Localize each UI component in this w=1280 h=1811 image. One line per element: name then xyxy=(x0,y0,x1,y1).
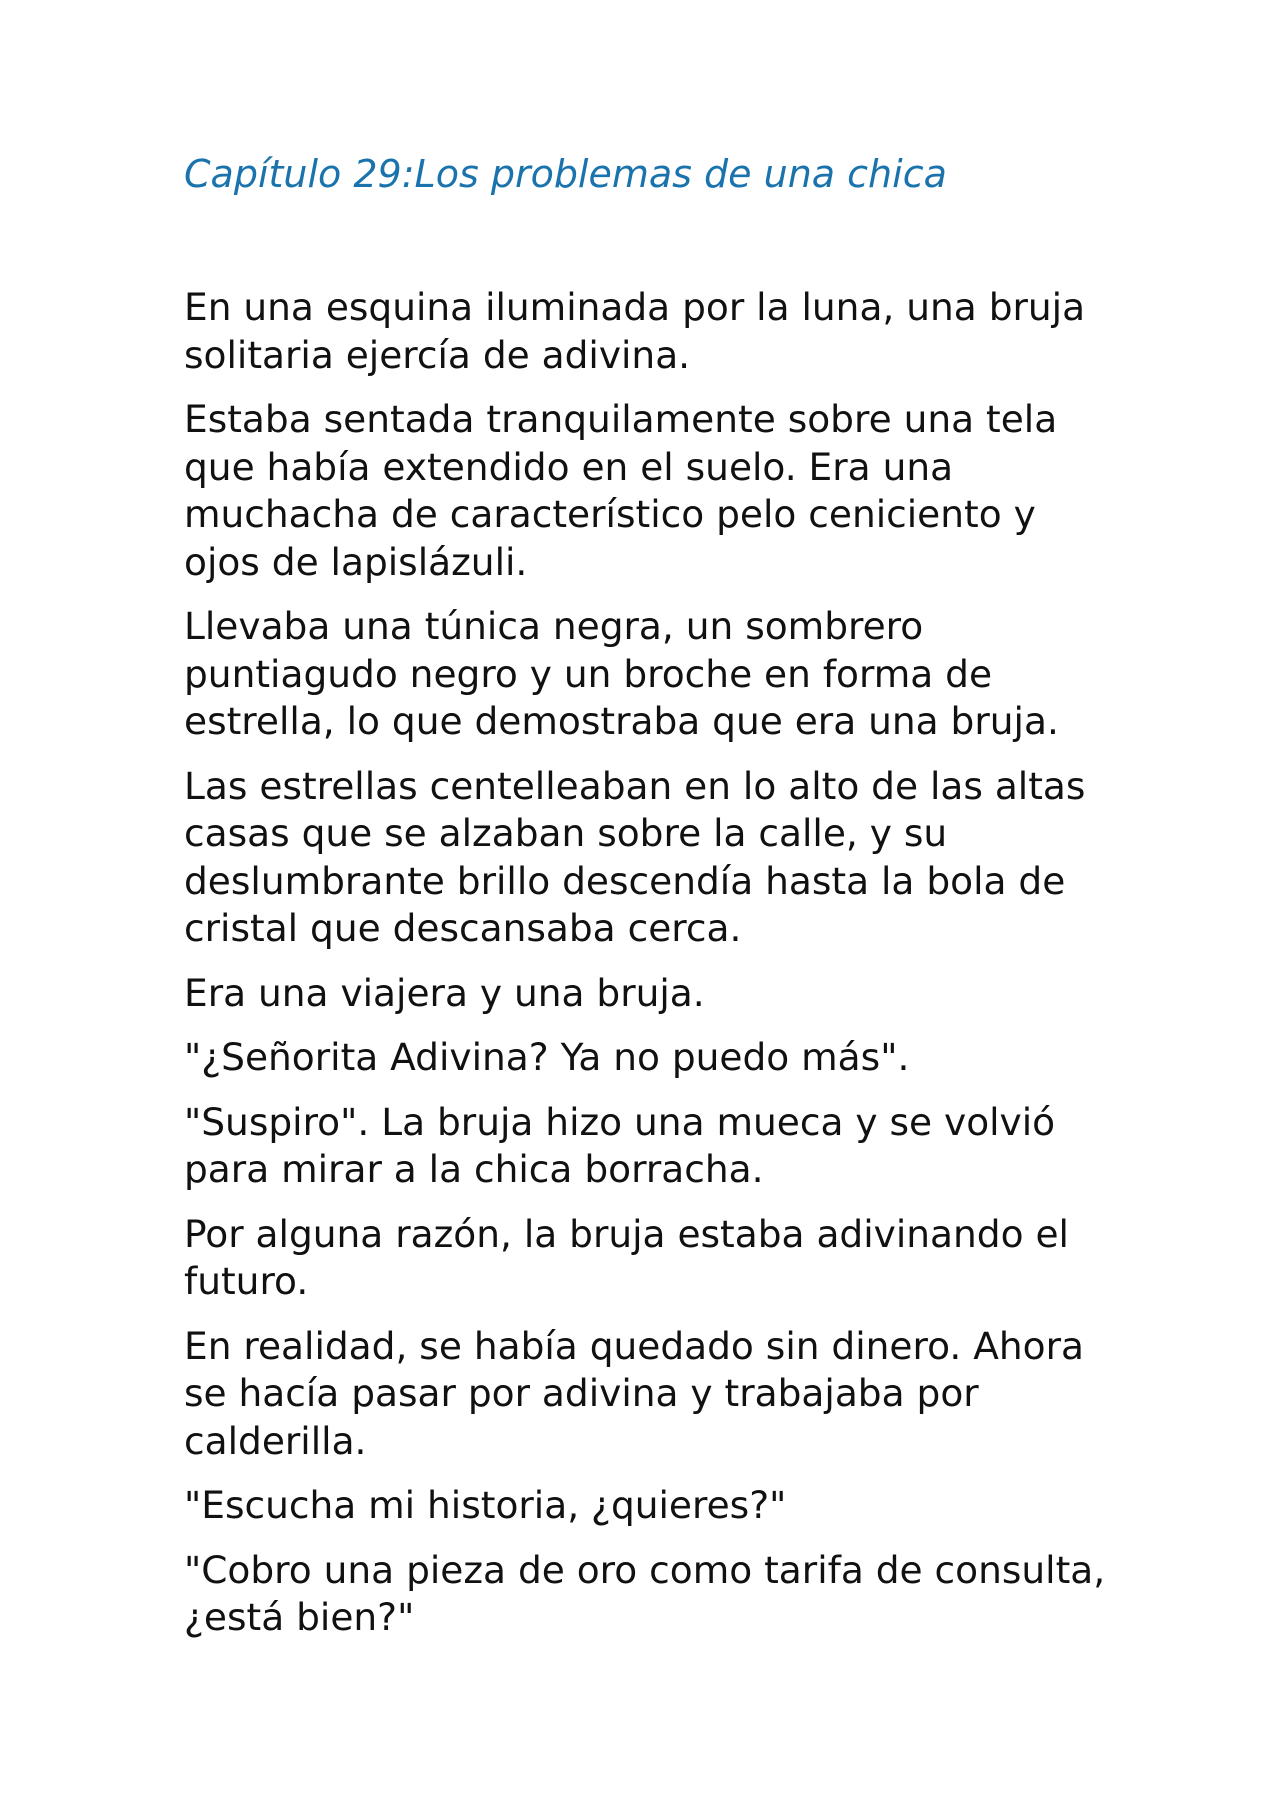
paragraph: Estaba sentada tranquilamente sobre una tela que había extendido en el suelo. Era una muchacha de característico pelo ceniciento y ojos de lapislázuli. xyxy=(184,397,1058,584)
paragraph: "Cobro una pieza de oro como tarifa de consulta, ¿está bien?" xyxy=(184,1547,1106,1639)
paragraph: Llevaba una túnica negra, un sombrero puntiagudo negro y un broche en forma de estrella, lo que demostraba que era una bruja. xyxy=(184,604,1059,743)
paragraph: Era una viajera y una bruja. xyxy=(184,970,705,1015)
paragraph: "¿Señorita Adivina? Ya no puedo más". xyxy=(184,1035,910,1079)
paragraph: "Escucha mi historia, ¿quieres?" xyxy=(184,1483,787,1527)
chapter-title: Capítulo 29:Los problemas de una chica xyxy=(184,152,947,196)
paragraph: Por alguna razón, la bruja estaba adivinando el futuro. xyxy=(184,1211,1069,1303)
paragraph: "Suspiro". La bruja hizo una mueca y se volvió para mirar a la chica borracha. xyxy=(184,1099,1056,1191)
chapter-body xyxy=(184,284,1114,1659)
paragraph: En realidad, se había quedado sin dinero. Ahora se hacía pasar por adivina y trabajaba por calderilla. xyxy=(184,1323,1084,1463)
paragraph: Las estrellas centelleaban en lo alto de las altas casas que se alzaban sobre la calle, y su deslumbrante brillo descendía hasta la bola de cristal que descansaba cerca. xyxy=(184,763,1086,950)
paragraph: En una esquina iluminada por la luna, una bruja solitaria ejercía de adivina. xyxy=(184,285,1086,377)
